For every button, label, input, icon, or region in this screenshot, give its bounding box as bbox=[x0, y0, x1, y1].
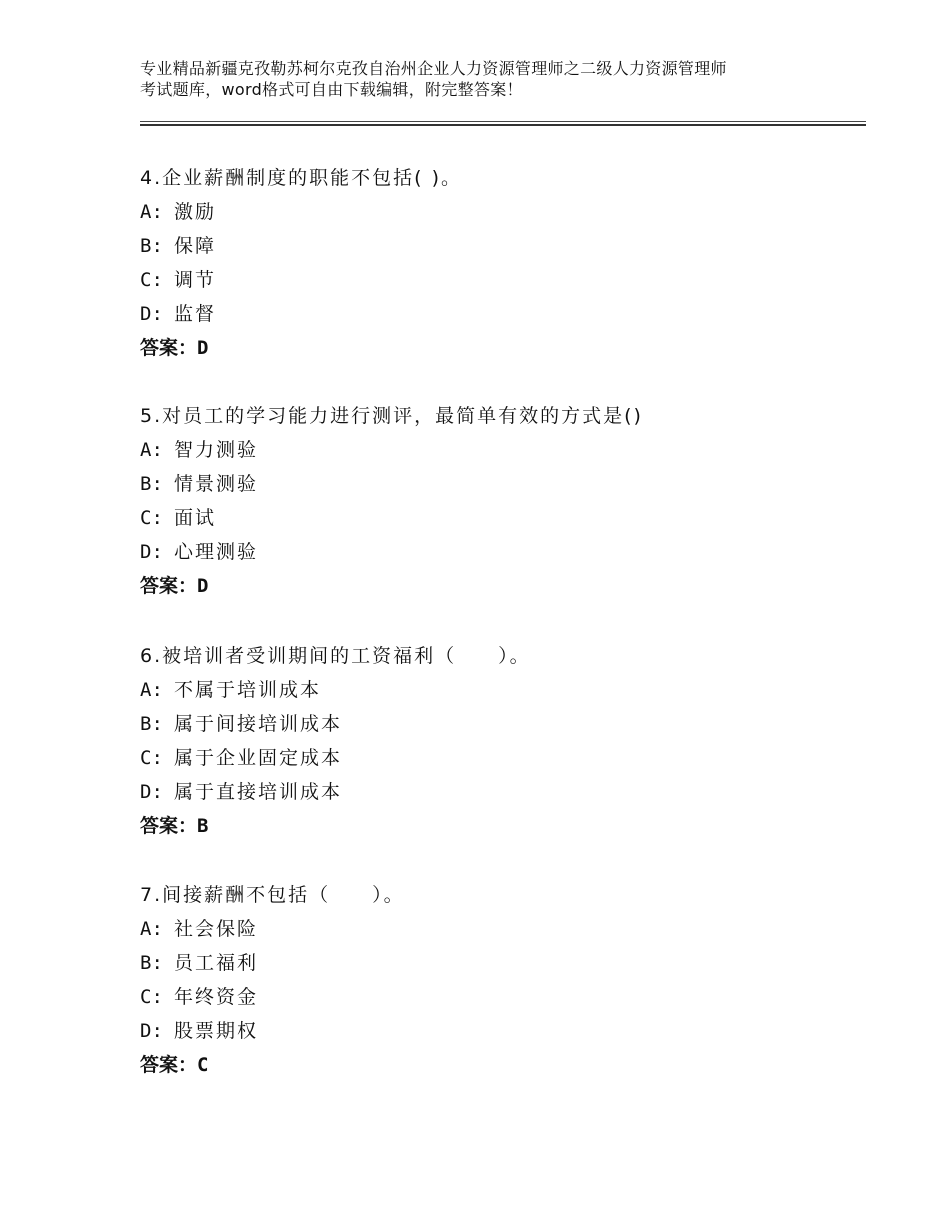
answer-value: D bbox=[197, 575, 209, 597]
option-a bbox=[140, 917, 860, 951]
option-c bbox=[140, 268, 860, 302]
option-letter: D: bbox=[140, 1020, 163, 1042]
option-letter: C: bbox=[140, 507, 163, 529]
option-text: 属于企业固定成本 bbox=[174, 747, 343, 769]
option-letter: B: bbox=[140, 713, 163, 735]
option-text: 面试 bbox=[174, 507, 217, 529]
answer-label: 答案： bbox=[140, 1054, 198, 1076]
option-text: 社会保险 bbox=[174, 918, 259, 940]
option-letter: A: bbox=[140, 679, 163, 701]
question-stem: 5.对员工的学习能力进行测评，最简单有效的方式是() bbox=[140, 405, 643, 427]
question-item bbox=[140, 644, 860, 848]
option-text: 年终资金 bbox=[174, 986, 259, 1008]
option-letter: C: bbox=[140, 269, 163, 291]
answer-label: 答案： bbox=[140, 815, 198, 837]
answer-value: C bbox=[197, 1054, 209, 1076]
option-letter: A: bbox=[140, 201, 163, 223]
option-letter: A: bbox=[140, 439, 163, 461]
header-divider-thick bbox=[140, 124, 866, 126]
option-text: 心理测验 bbox=[174, 541, 259, 563]
option-d bbox=[140, 540, 860, 574]
header-line-2: 考试题库，word格式可自由下载编辑，附完整答案！ bbox=[140, 80, 523, 99]
option-d bbox=[140, 302, 860, 336]
question-item bbox=[140, 166, 860, 370]
option-letter: A: bbox=[140, 918, 163, 940]
option-d bbox=[140, 780, 860, 814]
option-c bbox=[140, 985, 860, 1019]
option-b bbox=[140, 712, 860, 746]
option-c bbox=[140, 746, 860, 780]
option-letter: D: bbox=[140, 303, 163, 325]
question-item bbox=[140, 404, 860, 608]
header-divider-thin bbox=[140, 121, 866, 122]
option-text: 智力测验 bbox=[174, 439, 259, 461]
option-letter: B: bbox=[140, 235, 163, 257]
answer-label: 答案： bbox=[140, 337, 198, 359]
option-b bbox=[140, 472, 860, 506]
question-stem: 6.被培训者受训期间的工资福利（ ）。 bbox=[140, 645, 531, 667]
option-text: 员工福利 bbox=[174, 952, 259, 974]
document-header bbox=[140, 58, 840, 100]
option-letter: D: bbox=[140, 541, 163, 563]
option-letter: C: bbox=[140, 747, 163, 769]
option-text: 调节 bbox=[174, 269, 217, 291]
option-text: 激励 bbox=[174, 201, 217, 223]
option-c bbox=[140, 506, 860, 540]
answer-label: 答案： bbox=[140, 575, 198, 597]
option-a bbox=[140, 200, 860, 234]
option-text: 属于直接培训成本 bbox=[174, 781, 343, 803]
option-d bbox=[140, 1019, 860, 1053]
option-text: 保障 bbox=[174, 235, 217, 257]
option-text: 监督 bbox=[174, 303, 217, 325]
option-b bbox=[140, 234, 860, 268]
question-stem: 7.间接薪酬不包括（ ）。 bbox=[140, 884, 405, 906]
answer-line bbox=[140, 814, 860, 848]
option-letter: D: bbox=[140, 781, 163, 803]
option-text: 不属于培训成本 bbox=[174, 679, 322, 701]
header-line-1: 专业精品新疆克孜勒苏柯尔克孜自治州企业人力资源管理师之二级人力资源管理师 bbox=[140, 59, 727, 78]
answer-line bbox=[140, 336, 860, 370]
option-text: 股票期权 bbox=[174, 1020, 259, 1042]
option-letter: B: bbox=[140, 952, 163, 974]
option-b bbox=[140, 951, 860, 985]
option-letter: B: bbox=[140, 473, 163, 495]
option-text: 属于间接培训成本 bbox=[174, 713, 343, 735]
answer-value: D bbox=[197, 337, 209, 359]
question-item bbox=[140, 883, 860, 1087]
answer-line bbox=[140, 1053, 860, 1087]
option-text: 情景测验 bbox=[174, 473, 259, 495]
answer-value: B bbox=[197, 815, 209, 837]
answer-line bbox=[140, 574, 860, 608]
option-letter: C: bbox=[140, 986, 163, 1008]
option-a bbox=[140, 678, 860, 712]
question-stem: 4.企业薪酬制度的职能不包括( )。 bbox=[140, 167, 462, 189]
option-a bbox=[140, 438, 860, 472]
